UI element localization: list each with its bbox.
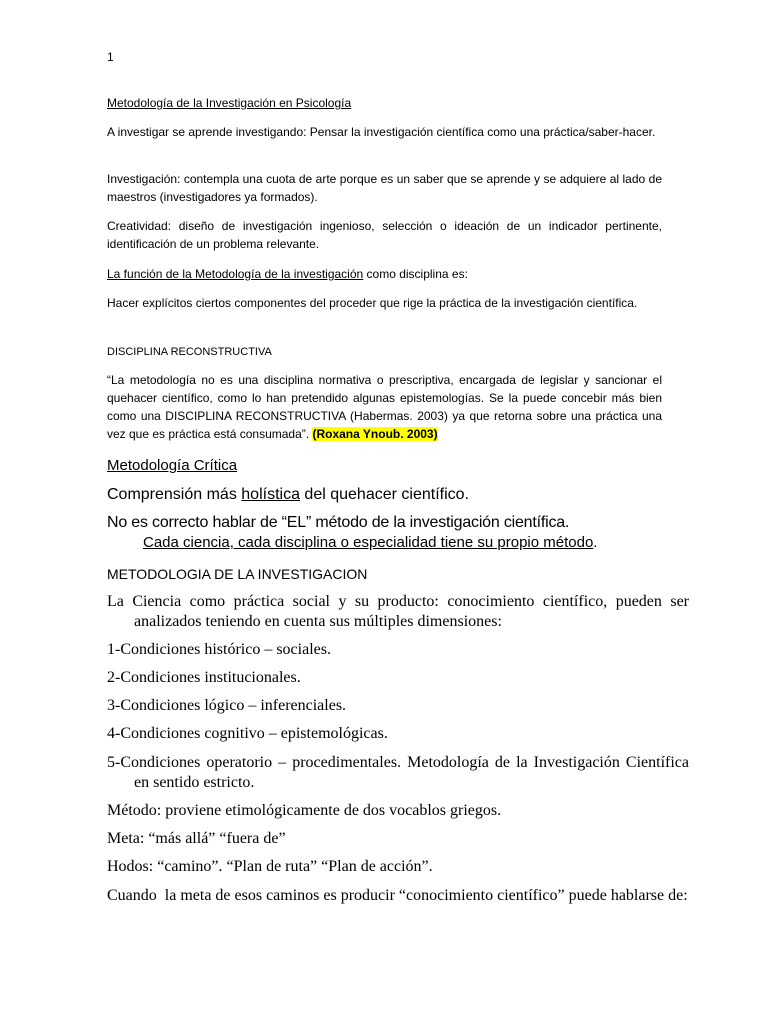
quote-citation: (Roxana Ynoub. 2003) <box>312 427 438 441</box>
list-item-4: 4-Condiciones cognitivo – epistemológicas. <box>107 725 388 742</box>
list-item-1: 1-Condiciones histórico – sociales. <box>107 641 331 658</box>
comprension-holistica: holística <box>241 486 300 503</box>
list-item-5: 5-Condiciones operatorio – procedimentales. Metodología de la Investigación Científica en sentido estricto. <box>107 754 689 791</box>
disciplina-reconstructiva-label: DISCIPLINA RECONSTRUCTIVA <box>107 346 272 358</box>
line-cada-ciencia <box>143 533 673 553</box>
paragraph-ciencia: La Ciencia como práctica social y su producto: conocimiento científico, pueden ser analizados teniendo en cuenta sus múltiples dimensiones: <box>107 593 689 630</box>
paragraph-funcion <box>107 265 662 283</box>
line-comprension <box>107 484 662 506</box>
line-meta: Meta: “más allá” “fuera de” <box>107 830 286 847</box>
quote-paragraph <box>107 371 662 443</box>
heading-metodologia-investigacion: METODOLOGIA DE LA INVESTIGACION <box>107 566 368 582</box>
line-no-es-correcto: No es correcto hablar de “EL” método de la investigación científica. <box>107 514 570 531</box>
paragraph-hacer-explicitos: Hacer explícitos ciertos componentes del proceder que rige la práctica de la investigación científica. <box>107 296 638 310</box>
document-title: Metodología de la Investigación en Psicología <box>107 96 352 110</box>
comprension-end: del quehacer científico. <box>299 486 469 503</box>
paragraph-creatividad: Creatividad: diseño de investigación ingenioso, selección o ideación de un indicador pertinente, identificación de un problema relevante. <box>107 219 662 251</box>
quote-text: “La metodología no es una disciplina normativa o prescriptiva, encargada de legislar y sancionar el quehacer científico, como lo han pretendido algunas epistemologías. Se la puede concebir más bien como una DISCIPLINA RECONSTRUCTIVA (Habermas. 2003) ya que retorna sobre una práctica una vez que es práctica está consumada”. <box>107 373 662 441</box>
paragraph-investigar: A investigar se aprende investigando: Pensar la investigación científica como una práctica/saber-hacer. <box>107 125 656 139</box>
funcion-rest: como disciplina es: <box>363 267 468 281</box>
heading-metodologia-critica: Metodología Crítica <box>107 457 238 474</box>
line-metodo: Método: proviene etimológicamente de dos vocablos griegos. <box>107 802 502 819</box>
funcion-underlined: La función de la Metodología de la investigación <box>107 267 364 281</box>
list-item-3: 3-Condiciones lógico – inferenciales. <box>107 697 347 714</box>
list-item-2: 2-Condiciones institucionales. <box>107 669 301 686</box>
page-number: 1 <box>107 50 114 64</box>
line-cuando: Cuando la meta de esos caminos es producir “conocimiento científico” puede hablarse de: <box>107 887 688 904</box>
line-hodos: Hodos: “camino”. “Plan de ruta” “Plan de acción”. <box>107 858 433 875</box>
cada-ciencia-underlined: Cada ciencia, cada disciplina o especialidad tiene su propio método <box>143 534 594 551</box>
comprension-start: Comprensión más <box>107 486 242 503</box>
cada-ciencia-end: . <box>593 534 598 551</box>
paragraph-investigacion: Investigación: contempla una cuota de arte porque es un saber que se aprende y se adquiere al lado de maestros (investigadores ya formados). <box>107 172 662 204</box>
